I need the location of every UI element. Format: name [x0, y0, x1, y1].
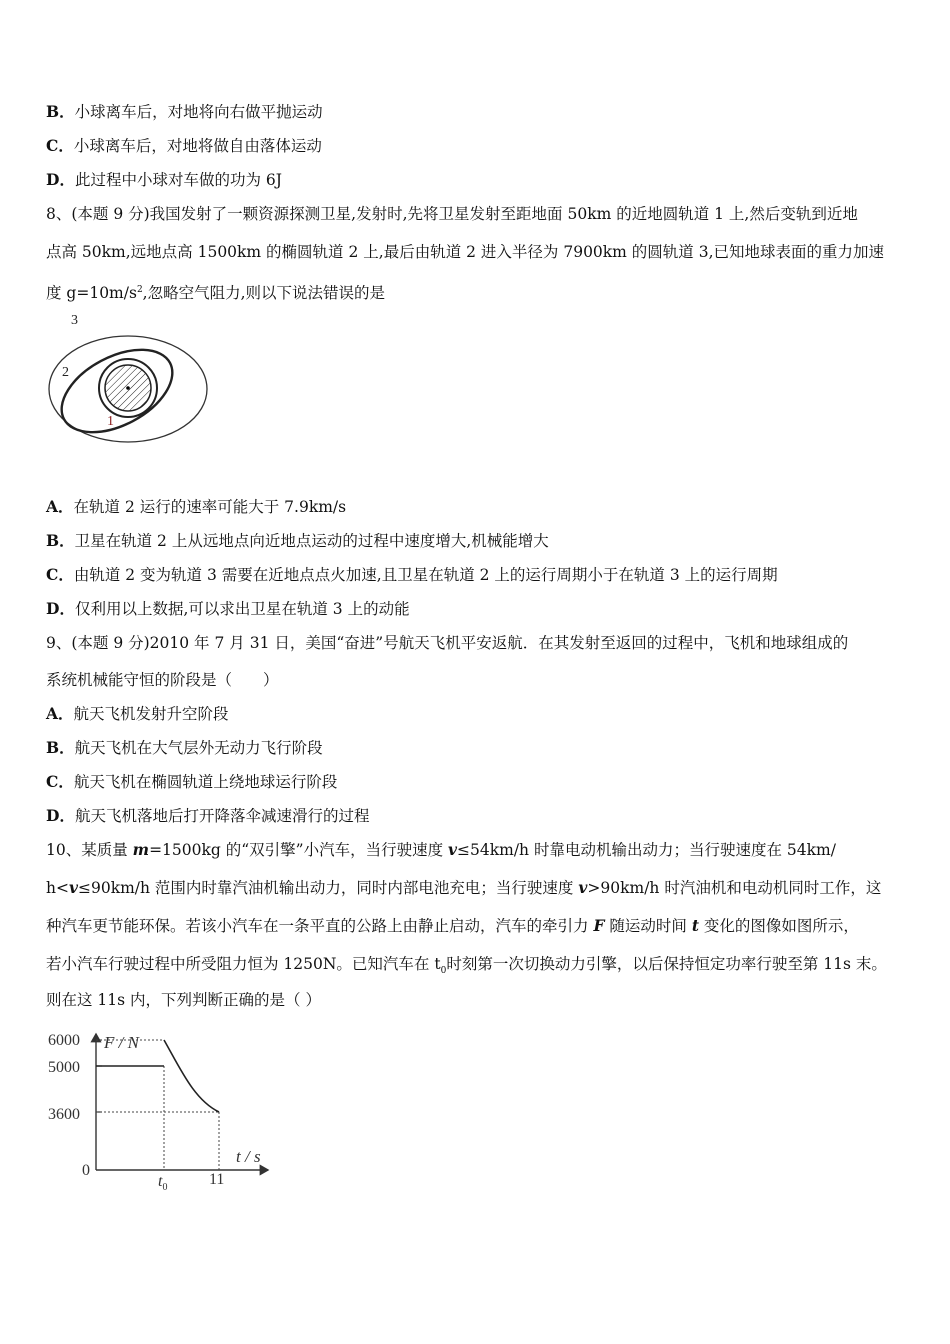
orbit-2-label: 2: [62, 365, 69, 380]
q8-option-b: B．卫星在轨道 2 上从远地点向近地点运动的过程中速度增大,机械能增大: [46, 531, 549, 550]
origin-label: 0: [82, 1162, 90, 1179]
y-axis-title: F / N: [104, 1033, 139, 1052]
orbit-3-label: 3: [71, 313, 78, 328]
y-tick-label: 6000: [48, 1032, 80, 1049]
x-tick-label: 11: [209, 1171, 225, 1188]
q8-option-c: C．由轨道 2 变为轨道 3 需要在近地点点火加速,且卫星在轨道 2 上的运行周期小于在轨道 3 上的运行周期: [46, 565, 778, 584]
orbit-1-label: 1: [107, 414, 114, 429]
x-tick-label: $t_0$: [158, 1173, 168, 1193]
y-tick-label: 3600: [48, 1106, 80, 1123]
q9-option-a: A．航天飞机发射升空阶段: [46, 704, 229, 723]
y-tick-label: 5000: [48, 1059, 80, 1076]
q8-option-d: D．仅利用以上数据,可以求出卫星在轨道 3 上的动能: [46, 599, 410, 618]
force-decay-curve: [164, 1040, 219, 1112]
orbit-diagram: [44, 312, 210, 444]
q9-option-c: C．航天飞机在椭圆轨道上绕地球运行阶段: [46, 772, 338, 791]
q8-stem-line1: 8、(本题 9 分)我国发射了一颗资源探测卫星,发射时,先将卫星发射至距地面 50km 的近地圆轨道 1 上,然后变轨到近地: [46, 205, 858, 223]
q10-stem-line4: 若小汽车行驶过程中所受阻力恒为 1250N。已知汽车在 $t_0$时刻第一次切换动力引擎，以后保持恒定功率行驶至第 11s 末。: [46, 955, 887, 977]
q8-stem-line3: 度 $g=10m/s^2$,忽略空气阻力,则以下说法错误的是: [46, 284, 386, 303]
q10-stem-line1: 10、某质量 m=1500kg 的“双引擎”小汽车，当行驶速度 v≤54km/h 时靠电动机输出动力；当行驶速度在 54km/: [46, 840, 836, 859]
q7-option-b: B．小球离车后，对地将向右做平抛运动: [46, 102, 323, 121]
q9-stem-line1: 9、(本题 9 分)2010 年 7 月 31 日，美国“奋进”号航天飞机平安返航．在其发射至返回的过程中，飞机和地球组成的: [46, 634, 849, 652]
earth-center: [126, 386, 130, 390]
q9-option-d: D．航天飞机落地后打开降落伞减速滑行的过程: [46, 806, 370, 825]
q9-stem-line2: 系统机械能守恒的阶段是（ ）: [46, 671, 279, 689]
q10-stem-line5: 则在这 11s 内，下列判断正确的是（ ）: [46, 991, 321, 1009]
q8-stem-line2: 点高 50km,远地点高 1500km 的椭圆轨道 2 上,最后由轨道 2 进入半径为 7900km 的圆轨道 3,已知地球表面的重力加速: [46, 243, 885, 261]
q10-stem-line2: h<v≤90km/h 范围内时靠汽油机输出动力，同时内部电池充电；当行驶速度 v>90km/h 时汽油机和电动机同时工作，这: [46, 878, 882, 897]
q9-option-b: B．航天飞机在大气层外无动力飞行阶段: [46, 738, 323, 757]
q7-option-d: D．此过程中小球对车做的功为 6J: [46, 170, 282, 189]
x-axis-title: t / s: [236, 1147, 261, 1166]
q10-stem-line3: 种汽车更节能环保。若该小汽车在一条平直的公路上由静止启动，汽车的牵引力 F 随运动时间 t 变化的图像如图所示，: [46, 916, 859, 935]
q7-option-c: C．小球离车后，对地将做自由落体运动: [46, 136, 322, 155]
q8-option-a: A．在轨道 2 运行的速率可能大于 7.9km/s: [46, 497, 347, 516]
force-time-chart: [44, 1028, 276, 1196]
